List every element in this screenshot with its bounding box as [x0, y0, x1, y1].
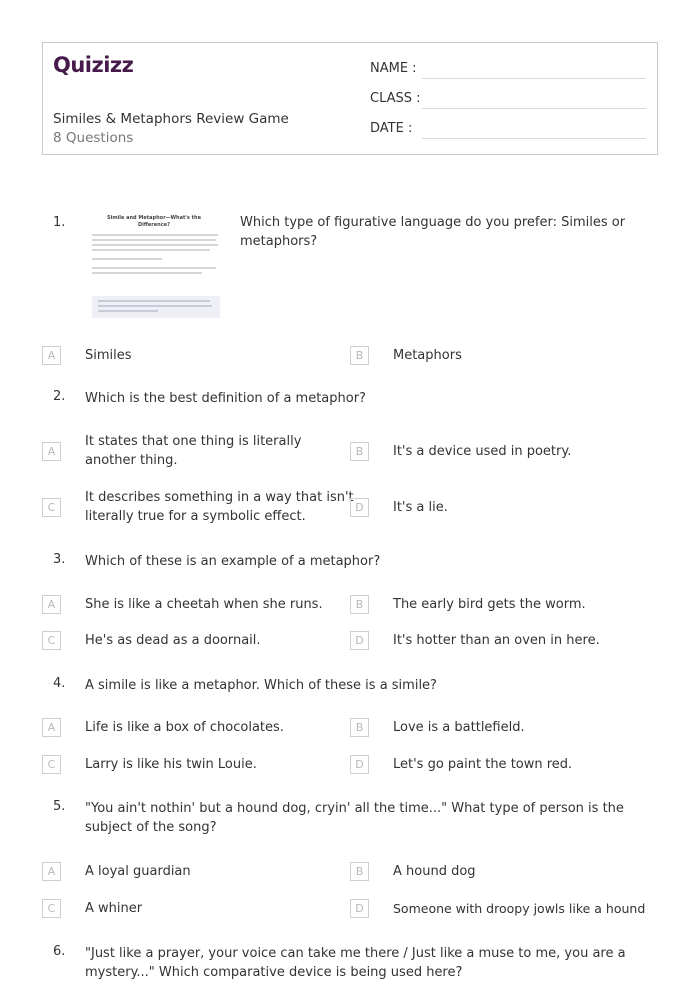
question-1-image — [84, 210, 224, 322]
question-5-number: 5. — [53, 799, 66, 814]
q3-option-c-letter: C — [42, 631, 61, 650]
q5-option-b-letter: B — [350, 862, 369, 881]
q3-option-d-letter: D — [350, 631, 369, 650]
question-2-number: 2. — [53, 389, 66, 404]
q3-option-c[interactable]: He's as dead as a doornail. — [85, 633, 261, 648]
question-6-text: "Just like a prayer, your voice can take me there / Just like a muse to me, you are a mystery..." Which comparative device is being used here? — [85, 946, 626, 980]
q5-option-a[interactable]: A loyal guardian — [85, 864, 191, 879]
q4-option-b[interactable]: Love is a battlefield. — [393, 720, 525, 735]
q1-option-b[interactable]: Metaphors — [393, 348, 462, 363]
q2-option-b-letter: B — [350, 442, 369, 461]
worksheet-header — [42, 42, 658, 155]
q2-option-d[interactable]: It's a lie. — [393, 500, 448, 515]
question-1-number: 1. — [53, 215, 66, 230]
q5-option-d[interactable]: Someone with droopy jowls like a hound — [393, 901, 646, 916]
q5-option-c-letter: C — [42, 899, 61, 918]
date-field[interactable] — [370, 121, 646, 141]
name-field[interactable] — [370, 61, 646, 81]
q3-option-a[interactable]: She is like a cheetah when she runs. — [85, 597, 323, 612]
name-label: NAME : — [370, 61, 417, 76]
q5-option-b[interactable]: A hound dog — [393, 864, 476, 879]
q3-option-a-letter: A — [42, 595, 61, 614]
q5-option-a-letter: A — [42, 862, 61, 881]
question-3-text: Which of these is an example of a metaphor? — [85, 554, 381, 569]
question-5-text: "You ain't nothin' but a hound dog, cryin' all the time..." What type of person is the subject of the song? — [85, 801, 624, 835]
q5-option-d-letter: D — [350, 899, 369, 918]
question-4-text: A simile is like a metaphor. Which of these is a simile? — [85, 678, 437, 693]
q4-option-d-letter: D — [350, 755, 369, 774]
class-line — [422, 108, 646, 109]
q1-option-a[interactable]: Similes — [85, 348, 132, 363]
date-label: DATE : — [370, 121, 413, 136]
q2-option-c[interactable]: It describes something in a way that isn't literally true for a symbolic effect. — [85, 490, 354, 524]
thumbnail-title: Simile and Metaphor—What's the Difference? — [107, 215, 201, 228]
q4-option-c[interactable]: Larry is like his twin Louie. — [85, 757, 257, 772]
q2-option-a[interactable]: It states that one thing is literally another thing. — [85, 434, 302, 468]
date-line — [422, 138, 646, 139]
worksheet-title: Similes & Metaphors Review Game — [53, 111, 289, 127]
q4-option-a[interactable]: Life is like a box of chocolates. — [85, 720, 284, 735]
q5-option-c[interactable]: A whiner — [85, 901, 143, 916]
question-3-number: 3. — [53, 552, 66, 567]
q4-option-c-letter: C — [42, 755, 61, 774]
q3-option-d[interactable]: It's hotter than an oven in here. — [393, 633, 600, 648]
q1-option-b-letter: B — [350, 346, 369, 365]
q1-option-a-letter: A — [42, 346, 61, 365]
q4-option-a-letter: A — [42, 718, 61, 737]
question-count: 8 Questions — [53, 130, 134, 146]
q2-option-b[interactable]: It's a device used in poetry. — [393, 444, 572, 459]
question-6-number: 6. — [53, 944, 66, 959]
q4-option-d[interactable]: Let's go paint the town red. — [393, 757, 573, 772]
q4-option-b-letter: B — [350, 718, 369, 737]
question-4-number: 4. — [53, 676, 66, 691]
q3-option-b[interactable]: The early bird gets the worm. — [393, 597, 586, 612]
name-line — [422, 78, 646, 79]
q3-option-b-letter: B — [350, 595, 369, 614]
q2-option-c-letter: C — [42, 498, 61, 517]
question-2-text: Which is the best definition of a metaphor? — [85, 391, 366, 406]
class-label: CLASS : — [370, 91, 421, 106]
quizizz-logo: Quizizz — [53, 53, 134, 77]
question-1-text: Which type of figurative language do you prefer: Similes or metaphors? — [240, 215, 626, 249]
class-field[interactable] — [370, 91, 646, 111]
q2-option-d-letter: D — [350, 498, 369, 517]
q2-option-a-letter: A — [42, 442, 61, 461]
